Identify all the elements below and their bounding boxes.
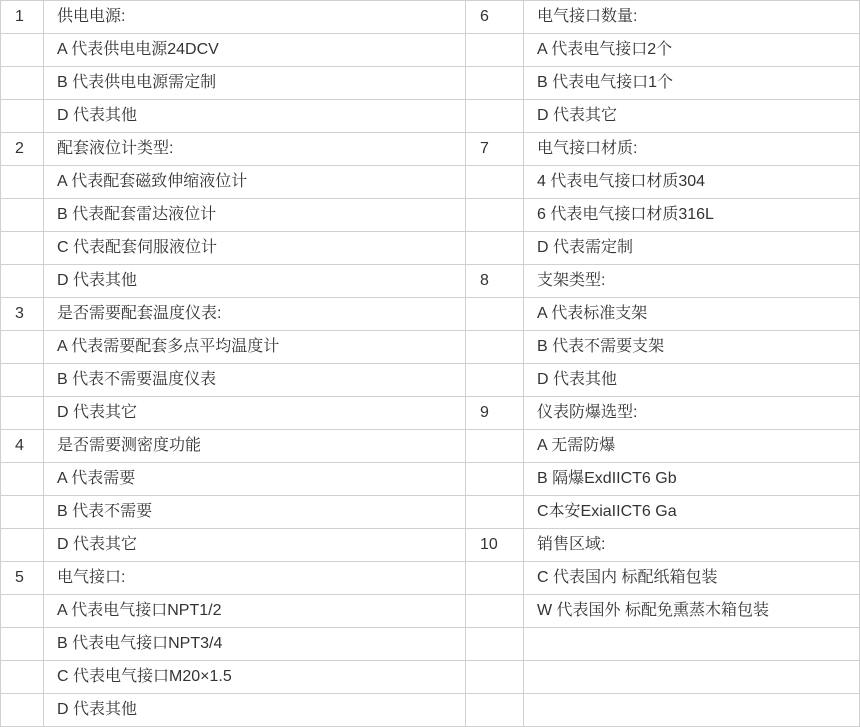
spec-text-cell: 销售区域: — [524, 529, 860, 562]
row-index-cell — [1, 166, 44, 199]
row-index-cell — [466, 562, 524, 595]
spec-text-cell: 4 代表电气接口材质304 — [524, 166, 860, 199]
row-index-cell: 9 — [466, 397, 524, 430]
row-index-cell — [1, 694, 44, 727]
spec-text-cell: C本安ExiaIICT6 Ga — [524, 496, 860, 529]
row-index-cell — [1, 364, 44, 397]
row-index-cell — [466, 694, 524, 727]
row-index-cell: 10 — [466, 529, 524, 562]
spec-text-cell: A 代表电气接口2个 — [524, 34, 860, 67]
spec-text-cell: B 代表配套雷达液位计 — [44, 199, 466, 232]
spec-text-cell: 是否需要配套温度仪表: — [44, 298, 466, 331]
row-index-cell — [466, 331, 524, 364]
row-index-cell — [466, 298, 524, 331]
row-index-cell — [1, 100, 44, 133]
spec-text-cell: D 代表其它 — [524, 100, 860, 133]
spec-text-cell: B 隔爆ExdIICT6 Gb — [524, 463, 860, 496]
spec-text-cell — [524, 694, 860, 727]
spec-text-cell: 配套液位计类型: — [44, 133, 466, 166]
row-index-cell: 8 — [466, 265, 524, 298]
spec-text-cell: 电气接口材质: — [524, 133, 860, 166]
spec-text-cell: B 代表供电电源需定制 — [44, 67, 466, 100]
row-index-cell — [1, 595, 44, 628]
spec-text-cell: C 代表配套伺服液位计 — [44, 232, 466, 265]
spec-text-cell: A 无需防爆 — [524, 430, 860, 463]
spec-text-cell: B 代表电气接口1个 — [524, 67, 860, 100]
row-index-cell — [466, 463, 524, 496]
spec-text-cell — [524, 661, 860, 694]
spec-text-cell: C 代表国内 标配纸箱包装 — [524, 562, 860, 595]
row-index-cell — [466, 166, 524, 199]
row-index-cell — [466, 34, 524, 67]
row-index-cell — [1, 397, 44, 430]
spec-text-cell: D 代表需定制 — [524, 232, 860, 265]
row-index-cell — [1, 529, 44, 562]
row-index-cell — [466, 661, 524, 694]
spec-text-cell: A 代表电气接口NPT1/2 — [44, 595, 466, 628]
spec-text-cell: B 代表不需要温度仪表 — [44, 364, 466, 397]
spec-text-cell: C 代表电气接口M20×1.5 — [44, 661, 466, 694]
row-index-cell — [466, 496, 524, 529]
spec-text-cell: D 代表其他 — [44, 265, 466, 298]
row-index-cell: 2 — [1, 133, 44, 166]
spec-text-cell: D 代表其它 — [44, 397, 466, 430]
row-index-cell — [466, 364, 524, 397]
spec-text-cell: 供电电源: — [44, 1, 466, 34]
row-index-cell — [1, 463, 44, 496]
row-index-cell — [1, 265, 44, 298]
spec-text-cell: D 代表其他 — [44, 694, 466, 727]
spec-text-cell: 6 代表电气接口材质316L — [524, 199, 860, 232]
row-index-cell — [1, 661, 44, 694]
row-index-cell: 5 — [1, 562, 44, 595]
spec-text-cell: A 代表供电电源24DCV — [44, 34, 466, 67]
row-index-cell — [466, 430, 524, 463]
spec-text-cell: A 代表标准支架 — [524, 298, 860, 331]
spec-text-cell: 电气接口数量: — [524, 1, 860, 34]
spec-text-cell: B 代表不需要支架 — [524, 331, 860, 364]
spec-text-cell: 是否需要测密度功能 — [44, 430, 466, 463]
row-index-cell: 4 — [1, 430, 44, 463]
row-index-cell — [1, 34, 44, 67]
spec-text-cell: A 代表需要 — [44, 463, 466, 496]
spec-text-cell: 支架类型: — [524, 265, 860, 298]
row-index-cell: 1 — [1, 1, 44, 34]
row-index-cell: 6 — [466, 1, 524, 34]
row-index-cell — [1, 628, 44, 661]
spec-text-cell: 仪表防爆选型: — [524, 397, 860, 430]
row-index-cell — [466, 100, 524, 133]
row-index-cell — [466, 595, 524, 628]
spec-text-cell: A 代表配套磁致伸缩液位计 — [44, 166, 466, 199]
spec-text-cell: B 代表电气接口NPT3/4 — [44, 628, 466, 661]
spec-text-cell: D 代表其它 — [44, 529, 466, 562]
row-index-cell — [466, 628, 524, 661]
row-index-cell — [1, 232, 44, 265]
spec-text-cell: B 代表不需要 — [44, 496, 466, 529]
row-index-cell — [466, 67, 524, 100]
row-index-cell — [1, 67, 44, 100]
spec-text-cell: D 代表其他 — [44, 100, 466, 133]
spec-text-cell — [524, 628, 860, 661]
spec-text-cell: A 代表需要配套多点平均温度计 — [44, 331, 466, 364]
spec-text-cell: 电气接口: — [44, 562, 466, 595]
row-index-cell — [466, 232, 524, 265]
row-index-cell — [1, 331, 44, 364]
spec-text-cell: W 代表国外 标配免熏蒸木箱包装 — [524, 595, 860, 628]
row-index-cell — [1, 199, 44, 232]
row-index-cell — [1, 496, 44, 529]
spec-text-cell: D 代表其他 — [524, 364, 860, 397]
row-index-cell: 7 — [466, 133, 524, 166]
row-index-cell — [466, 199, 524, 232]
row-index-cell: 3 — [1, 298, 44, 331]
